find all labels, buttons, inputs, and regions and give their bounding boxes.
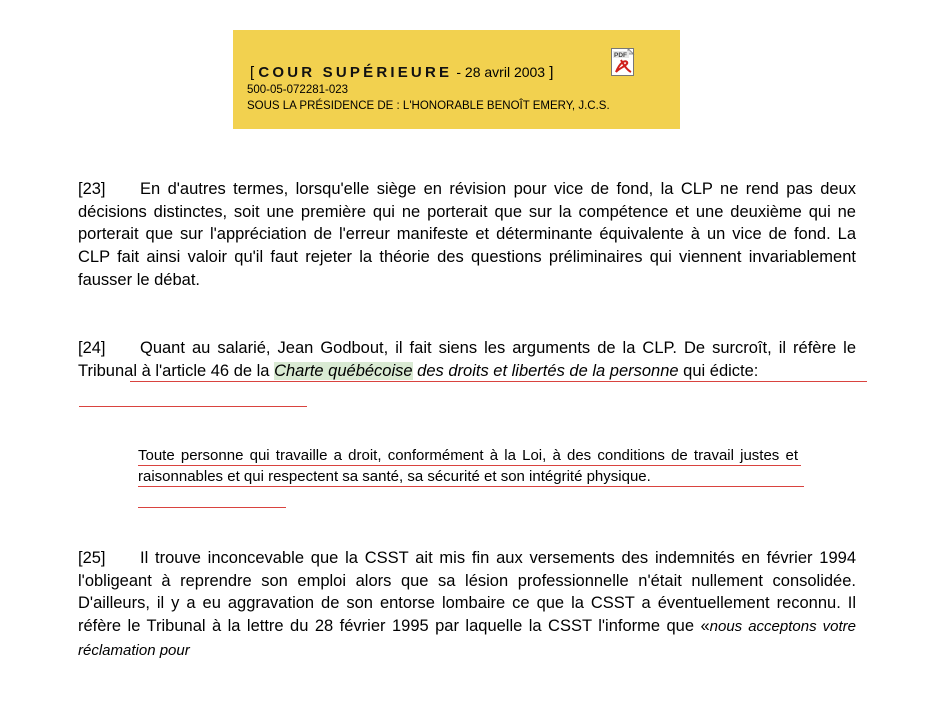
red-underline-annotation: [130, 381, 867, 382]
red-underline-annotation: [138, 507, 286, 508]
highlighted-charter-title[interactable]: Charte québécoise: [274, 361, 413, 380]
bracket-close: ]: [549, 64, 554, 81]
judgment-date: - 28 avril 2003: [456, 64, 546, 80]
paragraph-number: [25]: [78, 549, 106, 567]
charter-title-rest: des droits et libertés de la personne: [412, 361, 679, 380]
pdf-icon[interactable]: [611, 48, 639, 77]
court-banner: [233, 30, 680, 129]
paragraph-text: En d'autres termes, lorsqu'elle siège en révision pour vice de fond, la CLP ne rend pas deux décisions distinctes, soit une première qui ne porterait que sur la compétence et une deuxième qui ne porterait que sur l'appréciation de l'erreur manifeste et déterminante équivalente à un vice de fond. La CLP fait ainsi valoir qu'il faut rejeter la théorie des questions préliminaires qui viennent invariablement fausser le débat.: [78, 180, 856, 289]
red-underline-annotation: [138, 486, 804, 487]
paragraph-text-end: qui édicte:: [678, 361, 759, 380]
svg-text:PDF: PDF: [614, 52, 627, 59]
red-underline-annotation: [79, 406, 307, 407]
red-underline-annotation: [138, 465, 801, 466]
paragraph-number: [24]: [78, 339, 106, 357]
paragraph-text: Il trouve inconcevable que la CSST ait mis fin aux versements des indemnités en février 1994 l'obligeant à reprendre son emploi alors que sa lésion professionnelle n'était nullement consolidée. D'ailleurs, il y a eu aggravation de son entorse lombaire ce que la CSST a éventuellement reconnu. Il réfère le Tribunal à la lettre du 28 février 1995 par laquelle la CSST l'informe que «: [78, 549, 856, 636]
quoted-italic-text: nous acceptons votre réclamation pour: [78, 618, 856, 659]
paragraph-23: [78, 178, 856, 292]
bracket-open: [: [250, 64, 255, 81]
paragraph-24: [78, 337, 856, 382]
block-quote: Toute personne qui travaille a droit, conformément à la Loi, à des conditions de travail justes et raisonnables et qui respectent sa santé, sa sécurité et son intégrité physique.: [138, 447, 798, 485]
court-name: COUR SUPÉRIEURE: [258, 64, 453, 81]
paragraph-number: [23]: [78, 180, 106, 198]
file-number: 500-05-072281-023: [247, 84, 349, 96]
paragraph-25: [78, 547, 856, 663]
paragraph-text: Quant au salarié, Jean Godbout, il fait siens les arguments de la CLP. De surcroît, il réfère le Tribunal à l'article 46 de la: [78, 339, 856, 380]
presidency-line: SOUS LA PRÉSIDENCE DE : L'HONORABLE BENOÎT EMERY, J.C.S.: [247, 100, 610, 112]
banner-title: [250, 64, 553, 81]
